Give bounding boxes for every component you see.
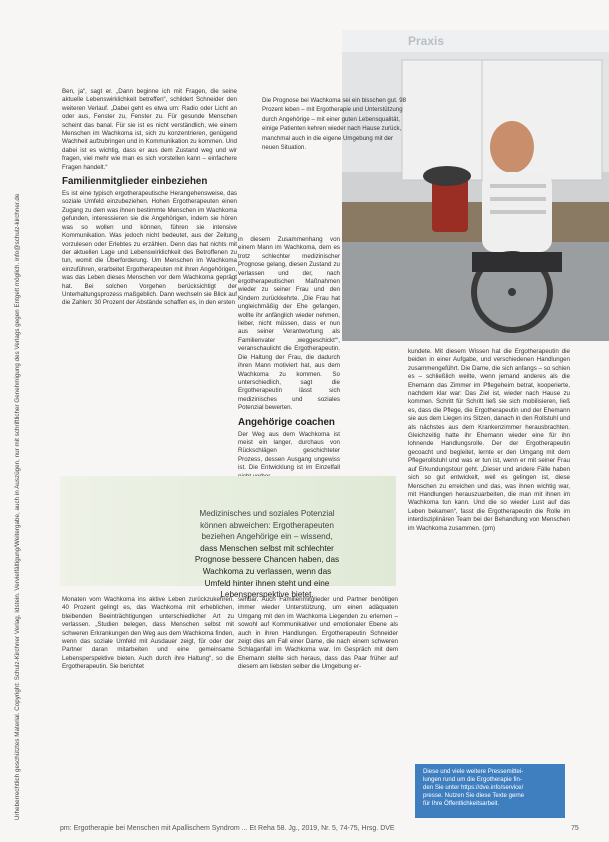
footer-citation: pm: Ergotherapie bei Menschen mit Apallischem Syndrom ... Et Reha 58. Jg., 2019, Nr. 5, 74-75, Hrsg. DVE [60, 825, 395, 832]
column-left [62, 88, 237, 308]
page-number: 75 [571, 825, 579, 832]
heading-angehoerige: Angehörige coachen [238, 416, 335, 428]
column-right [408, 348, 570, 533]
section-label: Praxis [408, 34, 445, 48]
info-line: für Ihre Öffentlichkeitsarbeit. [423, 800, 500, 807]
copyright-sidebar [14, 60, 26, 820]
quote-line: Lebensperspektive bietet. [220, 590, 314, 600]
info-line: Diese und viele weitere Pressemittei- [423, 768, 524, 775]
paragraph: kundete. Mit diesem Wissen hat die Ergotherapeutin die beiden in einer Aufgabe, und verschiedenen Handlungen zusammengeführt. Die Dame, die sich anfangs – so schien es – schließlich weilte, wenn jemand anderes als die Ehemann das Zimmer im Pflegeheim betrat, kooperierte, nachdem klar war: Das Ziel ist, wieder nach Hause zu kommen. Schritt für Schritt ließ sie sich mobilisieren, ließ es, dass die Pflege, die Ergotherapeutin und der Ehemann sie aus dem Liegen ins Sitzen, danach in den Rollstuhl und als nächstes aus dem Krankenzimmer herausbrachten. Gleichzeitig hatte ihr Ehemann wieder eine für ihn lohnende Handlungsrolle. Der der Ergotherapeutin gecoacht und begleitet, lernte er den Umgang mit dem Pflegerollstuhl und was er tun ist, wenn er mit seiner Frau auf Erkundungstour geht. „Dieser und andere Fälle haben sich so gut entwickelt, weil es gelingen ist, diese Menschen zu erreichen und das, was ihnen wichtig war, mit Handlungen herauszuarbeiten, die man mit ihnen im Wachkoma tun kann. Und die so wieder Lust auf das Leben bekamen“, fasst die Ergotherapeutin die Rolle im interdisziplinären Team bei der Behandlung von Menschen im Wachkoma zusammen. (pm) [408, 348, 571, 532]
quote-line: beziehen Angehörige ein – wissend, [201, 532, 333, 542]
paragraph: Monaten vom Wachkoma ins aktive Leben zurückzukehren. 40 Prozent gelingt es, das Wachkoma mit erheblichen, bleibenden Beeinträchtigungen unterschiedlicher Art zu verlassen. „Studien belegen, dass Menschen selbst mit schweren Erkrankungen den Weg aus dem Wachkoma finden, wenn das soziale Umfeld mit Ausdauer zeigt, für oder der Partner daran mitarbeiten und eine gemeinsame Lebensperspektive bieten. Auch durch ihre Haltung“, so die Ergotherapeutin. Sie berichtet [62, 596, 234, 671]
quote-line: dass Menschen selbst mit schlechter [200, 543, 334, 553]
info-line[interactable]: den Sie unter https://dve.info/service/ [423, 784, 524, 791]
paragraph: Ben, ja“, sagt er. „Dann beginne ich mit Fragen, die seine aktuelle Lebenswirklichkeit betreffen“, schildert Schneider den weiteren Verlauf. „Dabei geht es etwa um: Radio oder Licht an oder aus, Fenster zu, Fenster zu. Für gesunde Menschen scheint das banal. Für sie ist es nicht verständlich, wie einem Menschen im Wachkoma ist, sich zu konzentrieren, genügend Wachheit aufzubringen und in Kommunikation zu kommen. Und dabei ist es wichtig, dass er aus dem Zustand weg und wir fragen, viel mehr wie man es sich vorstellen kann – einfachere Fragen handelt.“ [62, 88, 237, 171]
section-rubric [342, 30, 609, 52]
quote-line: können abweichen: Ergotherapeuten [200, 520, 334, 530]
quote-line: Wachkoma zu verlassen, wenn das [202, 566, 332, 576]
heading-familienmitglieder: Familienmitglieder einbeziehen [62, 176, 208, 188]
column-bottom-middle [238, 596, 398, 672]
column-bottom-left [62, 596, 234, 672]
quote-line: Medizinisches und soziales Potenzial [199, 509, 335, 518]
paragraph: Der Weg aus dem Wachkoma ist meist ein langer, durchaus von Rückschlägen geschichteter Prozess, dessen Ausgang ungewiss ist. Die Entwicklung ist im Einzelfall [238, 430, 340, 472]
pull-quote [60, 476, 396, 600]
photo-caption: Die Prognose bei Wachkoma sei ein bisschen gut. 98 Prozent leben – mit Ergotherapie und Unterstützung durch Angehörige – mit einer guten Lebensqualität, einige Patienten kehren wieder nach Hause zurück, manchmal auch in die eigene Umgebung mit der neuen Situation. [262, 97, 407, 152]
quote-line: Prognose bessere Chancen haben, das [194, 555, 340, 565]
info-box [415, 764, 565, 818]
copyright-text: Urheberrechtlich geschütztes Material. Copyright: Schulz-Kirchner Verlag, Idstein. Vervielfältigung/Weitergabe, auch in Auszügen, nur mit schriftlicher Genehmigung des Verlags gegen Entgelt möglich. info@schulz-kirchner.de [14, 193, 21, 820]
paragraph: in diesem Zusammenhang von einem Mann im Wachkoma, dem es trotz schlechter medizinischer Prognose gelang, diesen Zustand zu verlassen und der, nach ergotherapeutischen Maßnahmen wieder zu seiner Frau und den Kindern zurückkehrte. „Die Frau hat ungleichmäßig der Ehe gefangen, wollte ihr anfänglich wieder nehmen, lieber, nicht müssen, dass er nun aus seiner Verantwortung als Familienvater ‚weggeschickt‘“, veranschaulicht die Ergotherapeutin. Die Haltung der Frau, die dadurch ihren Mann motiviert hat, aus dem Wachkoma zu kommen. So unterschiedlich, sagt die Ergotherapeutin lässt sich medizinisches und soziales Potenzial bewerten. [238, 236, 340, 412]
info-line: lungen rund um die Ergotherapie fin- [423, 776, 522, 783]
paragraph: Es ist eine typisch ergotherapeutische Herangehensweise, das soziale Umfeld einzubeziehen. Hohen Ergotherapeuten einen Zugang zu dem was ihnen bestimmte Menschen im Wachkoma gefunden, interessieren sie die Angehörigen, indem sie hören was so wollen und können, führen sie intensive Kommunikation. Was jedoch nicht bedeutet, aus der Zeitung vorzulesen oder Erlebtes zu erzählen. Denn das hat nichts mit der aktuellen Lage und Lebenswirklichkeit des Betroffenen zu tun, womit die Überforderung. Um Menschen im Wachkoma einzuführen, erarbeitet Ergotherapeuten mit ihren Angehörigen, was das Leben dieses Menschen vor dem Wachkoma geprägt hat. Bei solchen Vorgehen berücksichtigt der Unterhaltungsprozess maßgeblich. Dann wechseln sie Blick auf die Zahlen: 30 Prozent der Abstände schaffen es, in den ersten [62, 190, 237, 307]
paragraph: sehbar. Auch Familienmitglieder und Partner benötigen immer wieder Unterstützung, um einen adäquaten Umgang mit den im Wachkoma Liegenden zu erlernen – sowohl auf Kommunikativer und emotionaler Ebene als auch in ihren Handlungen. Ergotherapeutin Schneider zeigt dies am Fall einer Dame, die nach einem schweren Schlaganfall im Wachkoma war. Im Gespräch mit dem Ehemann stellte sich heraus, dass das Paar früher auf diesem am liebsten selber die Umgebung er- [238, 596, 398, 671]
quote-line: Umfeld hinter ihnen steht und eine [204, 578, 330, 588]
info-line: presse. Nutzen Sie diese Texte gerne [423, 792, 525, 799]
pull-quote-text [156, 508, 378, 601]
column-middle [238, 236, 340, 481]
